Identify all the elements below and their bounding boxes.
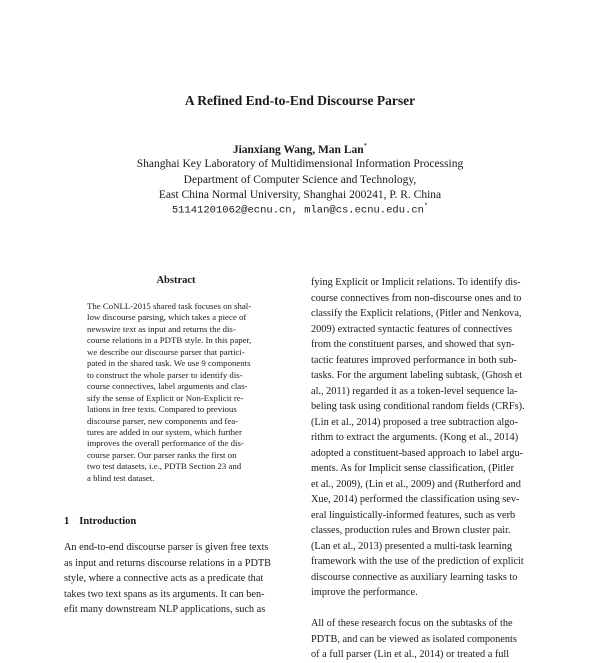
text-line: course parser. Our parser ranks the first on [87,449,237,460]
text-line: All of these research focus on the subtasks of the [311,618,513,629]
text-line: adopted a constituent-based approach to label argu- [311,447,523,459]
section-title: Introduction [79,516,137,527]
text-line: from the constituent parses, and showed that syn- [311,339,515,350]
affiliation-lab: Shanghai Key Laboratory of Multidimensional Information Processing [136,158,464,170]
text-line: improve the performance. [311,587,418,598]
text-line: rithm to extract the arguments. (Kong et al., 2014) [311,432,519,443]
text-line: al., 2011) regarded it as a token-level sequence la- [311,385,518,397]
text-line: (Lin et al., 2014) proposed a tree subtraction algo- [311,416,519,428]
text-line: style, where a connective acts as a predicate that [64,573,264,584]
abstract-body [87,301,277,484]
text-line: PDTB, and can be viewed as isolated components [311,633,517,645]
affiliation-department: Department of Computer Science and Technology, [183,174,417,186]
introduction-body [64,540,296,618]
text-line: to construct the whole parser to identify dis- [87,369,243,380]
text-line: 2009) extracted syntactic features of connectives [311,323,512,335]
text-line: classes, production rules and Brown cluster pair. [311,525,511,536]
right-column-body [311,275,543,663]
email-line [0,203,600,217]
text-line: efit many downstream NLP applications, such as [64,604,266,615]
text-line: et al., 2009), (Lin et al., 2009) and (Rutherford and [311,478,521,490]
text-line: beling task using conditional random fields (CRFs). [311,401,525,412]
text-line: improves the overall performance of the dis- [87,438,244,449]
section-number: 1 [64,516,70,527]
text-line: Xue, 2014) performed the classification using sev- [311,494,520,505]
text-line [311,601,543,617]
text-line: a blind test dataset. [87,472,155,483]
affiliation-university: East China Normal University, Shanghai 200241, P. R. China [158,189,442,201]
section-heading [64,516,136,527]
author-names: Jianxiang Wang, Man Lan [232,143,364,156]
text-line: of a full parser (Lin et al., 2014) or treated a full [311,649,510,660]
text-line: as input and returns discourse relations in a PDTB [64,557,272,569]
author-line [0,142,600,156]
text-line: classify the Explicit relations, (Pitler and Nenkova, [311,308,522,319]
text-line: fying Explicit or Implicit relations. To identify dis- [311,277,521,288]
text-line: we describe our discourse parser that partici- [87,346,245,357]
text-line: newswire text as input and returns the dis- [87,323,236,334]
text-line: lations in free texts. Compared to previous [87,404,237,415]
text-line: An end-to-end discourse parser is given free texts [64,542,269,553]
email-mark: * [423,203,429,211]
text-line: discourse connective as auxiliary learning tasks to [311,571,518,583]
text-line: two test datasets, i.e., PDTB Section 23 and [87,461,242,472]
text-line: framework with the use of the prediction of explicit [311,556,524,567]
text-line: (Lan et al., 2013) presented a multi-task learning [311,540,513,552]
text-line: course connectives, label arguments and clas- [87,381,248,392]
text-line: tactic features improved performance in both sub- [311,354,517,366]
text-line: The CoNLL-2015 shared task focuses on shal- [87,301,252,311]
paper-title: A Refined End-to-End Discourse Parser [184,93,416,108]
text-line: discourse parser, new components and fea- [87,415,239,426]
text-line: pated in the shared task. We use 9 components [87,358,251,369]
text-line: low discourse parsing, which takes a piece of [87,312,247,323]
author-mark: * [363,142,368,150]
text-line: takes two text spans as its arguments. It can ben- [64,588,265,600]
text-line: sify the sense of Explicit or Non-Explicit re- [87,392,244,403]
text-line: ments. As for Implicit sense classification, (Pitler [311,463,515,474]
text-line: course relations in a PDTB style. In this paper, [87,335,252,346]
abstract-heading: Abstract [156,275,196,286]
text-line: tasks. For the argument labeling subtask, (Ghosh et [311,370,523,381]
text-line: tures are added in our system, which further [87,426,242,437]
author-emails: 51141201062@ecnu.cn, mlan@cs.ecnu.edu.cn [171,204,424,217]
text-line: eral linguistically-informed features, such as verb [311,509,516,521]
text-line: course connectives from non-discourse ones and to [311,292,522,304]
